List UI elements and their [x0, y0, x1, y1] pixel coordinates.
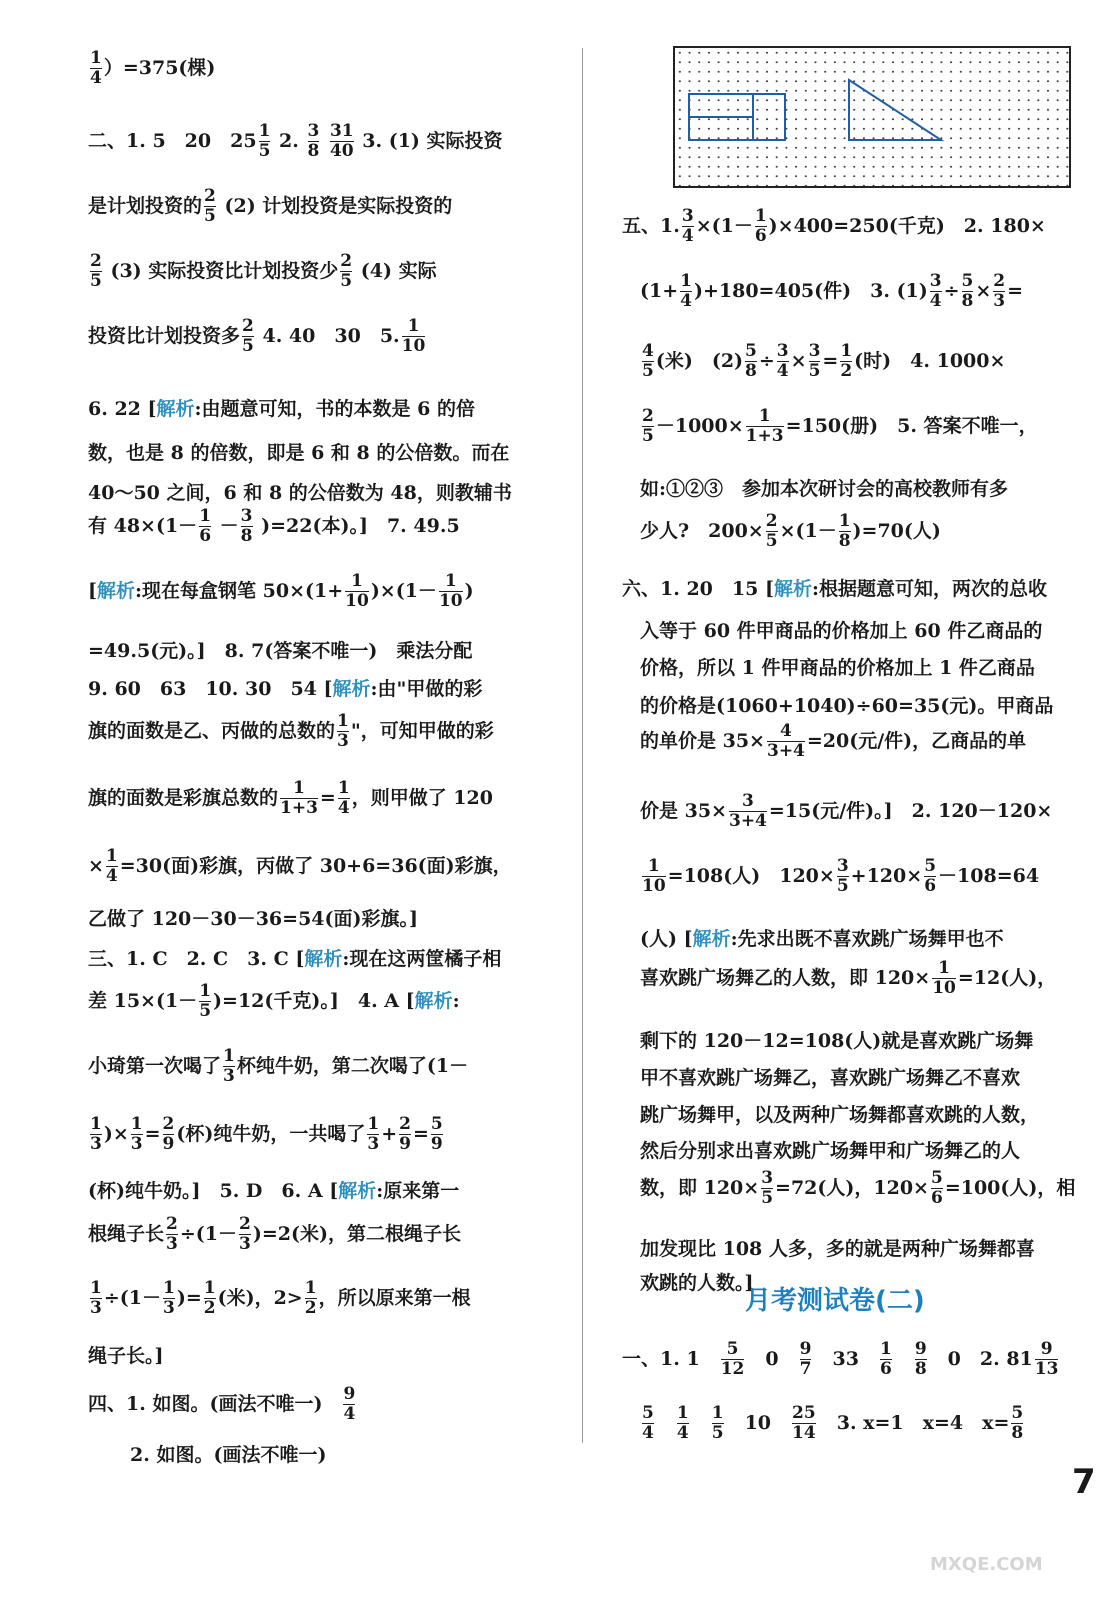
answer-line: 三、1. C 2. C 3. C [解析:现在这两筐橘子相 — [88, 948, 502, 970]
answer-line: $\frac{2}{5}$ －1000× $\frac{1}{1+3}$ =150(册) 5. 答案不唯一， — [642, 406, 1038, 446]
fraction: $\frac{3}{4}$ — [681, 206, 694, 246]
answer-line: 五、1. $\frac{3}{4}$ ×(1－ $\frac{1}{6}$ )×400=250(千克) 2. 180× — [622, 206, 1046, 246]
answer-line: $\frac{1}{4}$ ）=375(棵) — [90, 48, 216, 88]
section-title: 月考测试卷(二) — [745, 1286, 925, 1316]
fraction: $\frac{1}{5}$ — [258, 121, 271, 161]
answer-line: 二、1. 5 20 25 $\frac{1}{5}$ 2. $\frac{3}{8}$ $\frac{31}{40}$ 3. (1) 实际投资 — [88, 121, 503, 161]
answer-line: (杯)纯牛奶。] 5. D 6. A [解析:原来第一 — [88, 1180, 460, 1202]
fraction: $\frac{1}{8}$ — [838, 511, 851, 551]
answer-line: $\frac{1}{10}$ =108(人) 120× $\frac{3}{5}$ +120× $\frac{5}{6}$ －108=64 — [642, 856, 1040, 896]
fraction: $\frac{1}{3}$ — [367, 1114, 380, 1154]
fraction: $\frac{5}{8}$ — [1011, 1403, 1024, 1443]
page-number: 7 — [1072, 1462, 1096, 1502]
fraction: $\frac{2}{9}$ — [399, 1114, 411, 1154]
answer-line: 是计划投资的 $\frac{2}{5}$ (2) 计划投资是实际投资的 — [88, 186, 453, 226]
answer-line: 9. 60 63 10. 30 54 [解析:由"甲做的彩 — [88, 678, 483, 700]
fraction: $\frac{1}{2}$ — [840, 341, 853, 381]
fraction: $\frac{1}{5}$ — [711, 1403, 724, 1443]
fraction: $\frac{3}{5}$ — [761, 1168, 774, 1208]
answer-line: 价格，所以 1 件甲商品的价格加上 1 件乙商品 — [640, 657, 1035, 679]
answer-line: 数，即 120× $\frac{3}{5}$ =72(人)，120× $\frac{5}{6}$ =100(人)，相 — [640, 1168, 1076, 1208]
answer-line: 甲不喜欢跳广场舞乙，喜欢跳广场舞乙不喜欢 — [640, 1067, 1021, 1089]
fraction: $\frac{1}{1+3}$ — [745, 406, 784, 446]
answer-line: 差 15×(1－ $\frac{1}{5}$ )=12(千克)。] 4. A [解析: — [88, 981, 460, 1021]
fraction: $\frac{25}{14}$ — [792, 1403, 816, 1443]
answer-line: =49.5(元)。] 8. 7(答案不唯一) 乘法分配 — [88, 640, 473, 662]
watermark-logo — [920, 1470, 1070, 1580]
answer-line: 喜欢跳广场舞乙的人数，即 120× $\frac{1}{10}$ =12(人)， — [640, 958, 1057, 998]
fraction: $\frac{5}{4}$ — [642, 1403, 654, 1443]
watermark-text: MXQE.COM — [930, 1554, 1043, 1575]
fraction: $\frac{2}{3}$ — [239, 1214, 251, 1254]
fraction: $\frac{1}{4}$ — [90, 48, 102, 88]
fraction: $\frac{1}{4}$ — [680, 271, 692, 311]
fraction: $\frac{1}{3}$ — [90, 1114, 102, 1154]
answer-line: 绳子长。] — [88, 1345, 164, 1367]
fraction: $\frac{2}{5}$ — [242, 316, 254, 356]
answer-line: 旗的面数是乙、丙做的总数的 $\frac{1}{3}$ "，可知甲做的彩 — [88, 711, 494, 751]
fraction: $\frac{4}{3+4}$ — [766, 721, 805, 761]
fraction: $\frac{2}{3}$ — [166, 1214, 178, 1254]
fraction: $\frac{1}{4}$ — [676, 1403, 689, 1443]
triangle-shape — [849, 80, 941, 140]
answer-line: [解析:现在每盒钢笔 50×(1+ $\frac{1}{10}$ )×(1－ $\frac{1}{10}$ ) — [88, 571, 474, 611]
fraction: $\frac{1}{4}$ — [337, 778, 350, 818]
fraction: $\frac{1}{5}$ — [199, 981, 212, 1021]
answer-line: 旗的面数是彩旗总数的 $\frac{1}{1+3}$ = $\frac{1}{4}$ ，则甲做了 120 — [88, 778, 493, 818]
fraction: $\frac{4}{5}$ — [642, 341, 654, 381]
fraction: $\frac{1}{10}$ — [345, 571, 369, 611]
answer-line: 六、1. 20 15 [解析:根据题意可知，两次的总收 — [622, 578, 1047, 600]
fraction: $\frac{3}{8}$ — [240, 506, 253, 546]
dot-grid-figure — [673, 46, 1071, 188]
answer-line: 入等于 60 件甲商品的价格加上 60 件乙商品的 — [640, 620, 1043, 642]
fraction: $\frac{2}{5}$ — [340, 251, 353, 291]
fraction: $\frac{3}{4}$ — [929, 271, 942, 311]
answer-line: 一、1. 1 $\frac{5}{12}$ 0 $\frac{9}{7}$ 33 $\frac{1}{6}$ $\frac{9}{8}$ 0 2. 81 $\frac{9}{13}$ — [622, 1339, 1059, 1379]
fraction: $\frac{9}{13}$ — [1034, 1339, 1059, 1379]
fraction: $\frac{1}{3}$ — [223, 1046, 235, 1086]
column-divider — [582, 48, 583, 1443]
answer-line: 如:①②③ 参加本次研讨会的高校教师有多 — [640, 478, 1009, 500]
answer-line: $\frac{1}{3}$ ÷(1－ $\frac{1}{3}$ )= $\frac{1}{2}$ (米)，2> $\frac{1}{2}$ ，所以原来第一根 — [90, 1278, 471, 1318]
fraction: $\frac{1}{3}$ — [162, 1278, 175, 1318]
answer-line: 6. 22 [解析:由题意可知，书的本数是 6 的倍 — [88, 398, 475, 420]
answer-line: 投资比计划投资多 $\frac{2}{5}$ 4. 40 30 5. $\frac{1}{10}$ — [88, 316, 426, 356]
fraction: $\frac{2}{5}$ — [642, 406, 654, 446]
answer-line: × $\frac{1}{4}$ =30(面)彩旗，丙做了 30+6=36(面)彩旗， — [88, 846, 512, 886]
answer-line: (人) [解析:先求出既不喜欢跳广场舞甲也不 — [640, 928, 1004, 950]
answer-line: 加发现比 108 人多，多的就是两种广场舞都喜 — [640, 1238, 1035, 1260]
fraction: $\frac{3}{5}$ — [808, 341, 821, 381]
fraction: $\frac{1}{1+3}$ — [280, 778, 318, 818]
fraction: $\frac{3}{8}$ — [307, 121, 320, 161]
fraction: $\frac{1}{10}$ — [932, 958, 956, 998]
answer-line: $\frac{2}{5}$ (3) 实际投资比计划投资少 $\frac{2}{5}$ (4) 实际 — [90, 251, 437, 291]
answer-line: 剩下的 120－12=108(人)就是喜欢跳广场舞 — [640, 1030, 1034, 1052]
fraction: $\frac{1}{3}$ — [337, 711, 349, 751]
fraction: $\frac{1}{3}$ — [130, 1114, 143, 1154]
fraction: $\frac{5}{6}$ — [930, 1168, 943, 1208]
fraction: $\frac{9}{8}$ — [914, 1339, 927, 1379]
fraction: $\frac{5}{8}$ — [961, 271, 974, 311]
answer-line: $\frac{4}{5}$ (米) (2) $\frac{5}{8}$ ÷ $\frac{3}{4}$ × $\frac{3}{5}$ = $\frac{1}{2}$ (时) 4. 1000× — [642, 341, 1006, 381]
answer-line: 欢跳的人数。] — [640, 1272, 754, 1294]
figure-shapes — [673, 46, 1071, 188]
answer-line: $\frac{5}{4}$ $\frac{1}{4}$ $\frac{1}{5}$ 10 $\frac{25}{14}$ 3. x=1 x=4 x= $\frac{5}{8}$ — [642, 1403, 1024, 1443]
answer-line: 40～50 之间，6 和 8 的公倍数为 48，则教辅书 — [88, 482, 512, 504]
fraction: $\frac{5}{12}$ — [720, 1339, 745, 1379]
fraction: $\frac{1}{10}$ — [401, 316, 426, 356]
fraction: $\frac{5}{6}$ — [924, 856, 937, 896]
fraction: $\frac{1}{10}$ — [438, 571, 463, 611]
fraction: $\frac{2}{5}$ — [765, 511, 778, 551]
fraction: $\frac{9}{4}$ — [343, 1384, 356, 1424]
fraction: $\frac{9}{7}$ — [799, 1339, 812, 1379]
fraction: $\frac{5}{9}$ — [430, 1114, 443, 1154]
fraction: $\frac{1}{3}$ — [90, 1278, 102, 1318]
fraction: $\frac{1}{6}$ — [754, 206, 767, 246]
answer-line: 有 48×(1－ $\frac{1}{6}$ － $\frac{3}{8}$ )=22(本)。] 7. 49.5 — [88, 506, 460, 546]
fraction: $\frac{1}{4}$ — [105, 846, 118, 886]
answer-line: 价是 35× $\frac{3}{3+4}$ =15(元/件)。] 2. 120－120× — [640, 791, 1053, 831]
answer-line: 小琦第一次喝了 $\frac{1}{3}$ 杯纯牛奶，第二次喝了(1－ — [88, 1046, 469, 1086]
answer-line: $\frac{1}{3}$ )× $\frac{1}{3}$ = $\frac{2}{9}$ (杯)纯牛奶，一共喝了 $\frac{1}{3}$ + $\frac{2}{9}$ = $\frac{5}{9}$ — [90, 1114, 443, 1154]
fraction: $\frac{2}{3}$ — [993, 271, 1006, 311]
answer-line: 四、1. 如图。(画法不唯一) $\frac{9}{4}$ — [88, 1384, 356, 1424]
answer-line: 跳广场舞甲，以及两种广场舞都喜欢跳的人数， — [640, 1104, 1040, 1126]
fraction: $\frac{3}{4}$ — [776, 341, 789, 381]
fraction: $\frac{5}{8}$ — [745, 341, 757, 381]
fraction: $\frac{2}{5}$ — [90, 251, 102, 291]
fraction: $\frac{1}{6}$ — [199, 506, 212, 546]
answer-line: 乙做了 120－30－36=54(面)彩旗。] — [88, 908, 418, 930]
answer-line: 根绳子长 $\frac{2}{3}$ ÷(1－ $\frac{2}{3}$ )=2(米)，第二根绳子长 — [88, 1214, 461, 1254]
answer-line: 然后分别求出喜欢跳广场舞甲和广场舞乙的人 — [640, 1140, 1021, 1162]
answer-line: 2. 如图。(画法不唯一) — [130, 1444, 327, 1466]
fraction: $\frac{1}{2}$ — [203, 1278, 216, 1318]
fraction: $\frac{1}{6}$ — [879, 1339, 892, 1379]
answer-line: (1+ $\frac{1}{4}$ )+180=405(件) 3. (1) $\frac{3}{4}$ ÷ $\frac{5}{8}$ × $\frac{2}{3}$ = — [640, 271, 1024, 311]
answer-line: 数，也是 8 的倍数，即是 6 和 8 的公倍数。而在 — [88, 442, 510, 464]
fraction: $\frac{31}{40}$ — [329, 121, 354, 161]
fraction: $\frac{3}{3+4}$ — [728, 791, 767, 831]
answer-line: 的价格是(1060+1040)÷60=35(元)。甲商品 — [640, 695, 1054, 717]
fraction: $\frac{2}{5}$ — [204, 186, 216, 226]
fraction: $\frac{3}{5}$ — [836, 856, 849, 896]
answer-line: 的单价是 35× $\frac{4}{3+4}$ =20(元/件)，乙商品的单 — [640, 721, 1027, 761]
answer-line: 少人? 200× $\frac{2}{5}$ ×(1－ $\frac{1}{8}$ )=70(人) — [640, 511, 941, 551]
fraction: $\frac{1}{10}$ — [642, 856, 666, 896]
fraction: $\frac{2}{9}$ — [162, 1114, 175, 1154]
fraction: $\frac{1}{2}$ — [304, 1278, 317, 1318]
